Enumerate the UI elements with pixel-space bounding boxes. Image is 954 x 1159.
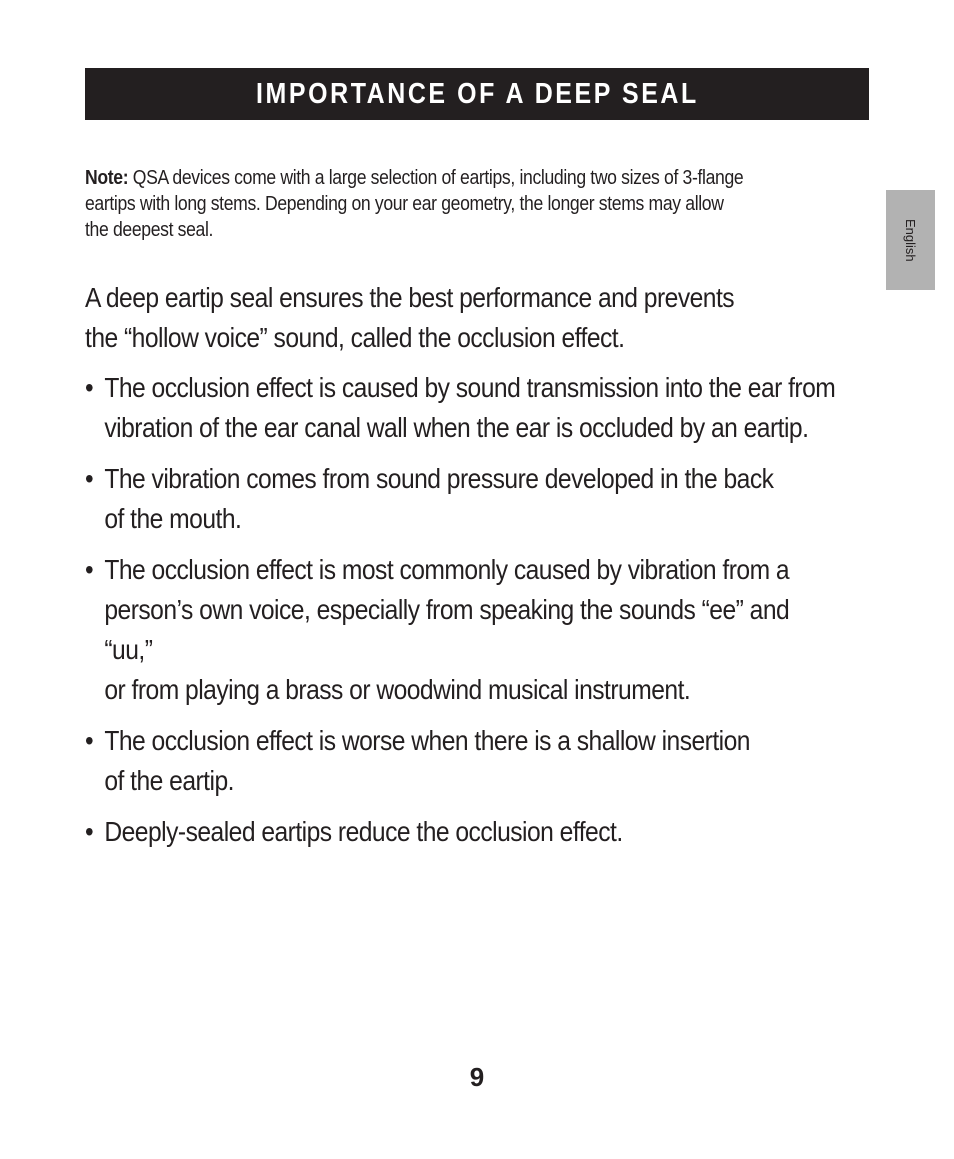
bullet-dot: • <box>85 463 94 494</box>
note-line-2: eartips with long stems. Depending on your ear geometry, the longer stems may allow <box>85 193 724 215</box>
bullet-item-3 <box>85 550 842 710</box>
bullet-item-4 <box>85 721 842 801</box>
note-line-1 <box>85 165 771 191</box>
bullet-item-4-line-2: of the eartip. <box>104 765 234 796</box>
bullet-list <box>85 368 842 863</box>
intro-line-1: A deep eartip seal ensures the best performance and prevents <box>85 282 735 313</box>
bullet-item-2-line-1: The vibration comes from sound pressure developed in the back <box>104 463 774 494</box>
bullet-item-5-line-1: Deeply-sealed eartips reduce the occlusion effect. <box>104 816 623 847</box>
section-title: IMPORTANCE OF A DEEP SEAL <box>255 77 699 110</box>
note-label: Note: <box>85 167 129 189</box>
note-paragraph <box>85 165 771 243</box>
bullet-item-5 <box>85 812 842 852</box>
note-text-line-1: QSA devices come with a large selection of eartips, including two sizes of 3-flange <box>128 167 744 189</box>
bullet-dot: • <box>85 816 94 847</box>
language-tab <box>886 190 935 290</box>
section-title-bar <box>85 68 869 120</box>
bullet-item-4-line-1: The occlusion effect is worse when there is a shallow insertion <box>104 725 750 756</box>
bullet-item-2 <box>85 459 842 539</box>
note-line-3: the deepest seal. <box>85 219 214 241</box>
bullet-item-1-line-2: vibration of the ear canal wall when the ear is occluded by an eartip. <box>104 412 809 443</box>
bullet-item-3-line-3: or from playing a brass or woodwind musical instrument. <box>104 674 691 705</box>
intro-line-2: the “hollow voice” sound, called the occlusion effect. <box>85 322 625 353</box>
bullet-dot: • <box>85 725 94 756</box>
bullet-item-1-line-1: The occlusion effect is caused by sound transmission into the ear from <box>104 372 836 403</box>
bullet-dot: • <box>85 554 94 585</box>
bullet-item-3-line-1: The occlusion effect is most commonly caused by vibration from a <box>104 554 790 585</box>
bullet-item-3-line-2: person’s own voice, especially from speaking the sounds “ee” and “uu,” <box>104 594 790 665</box>
bullet-item-2-line-2: of the mouth. <box>104 503 242 534</box>
intro-paragraph <box>85 278 824 358</box>
bullet-item-1 <box>85 368 842 448</box>
language-tab-label: English <box>903 218 918 262</box>
page-number: 9 <box>469 1062 485 1092</box>
bullet-dot: • <box>85 372 94 403</box>
